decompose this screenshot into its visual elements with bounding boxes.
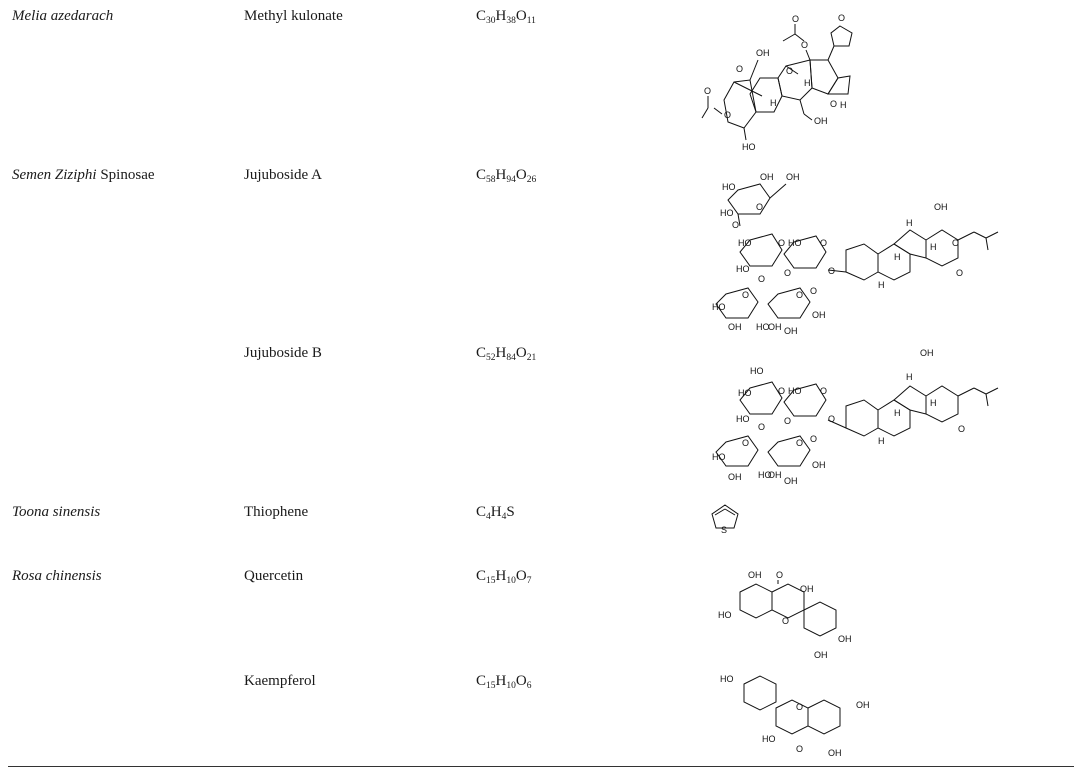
svg-text:OH: OH: [768, 322, 782, 332]
svg-text:HO: HO: [738, 238, 752, 248]
svg-text:OH: OH: [838, 634, 852, 644]
svg-text:H: H: [930, 242, 937, 252]
svg-text:O: O: [758, 274, 766, 284]
formula-element: O: [515, 8, 527, 24]
formula-element: S: [506, 504, 515, 520]
svg-text:O: O: [796, 744, 804, 754]
svg-text:HO: HO: [738, 388, 752, 398]
svg-text:H: H: [878, 436, 885, 446]
svg-text:OH: OH: [728, 472, 742, 482]
formula-subscript: 38: [506, 16, 516, 26]
formula-element: C: [476, 167, 487, 183]
svg-text:OH: OH: [756, 48, 770, 58]
svg-text:O: O: [782, 616, 790, 626]
source-cell: [12, 7, 113, 25]
svg-text:O: O: [724, 110, 732, 120]
formula-element: H: [495, 345, 507, 361]
svg-text:HO: HO: [788, 386, 802, 396]
svg-text:HO: HO: [736, 414, 750, 424]
svg-text:O: O: [810, 286, 818, 296]
svg-text:O: O: [830, 99, 838, 109]
formula-subscript: 84: [506, 353, 516, 363]
kaempferol-structure: [716, 670, 886, 765]
formula-element: C: [476, 345, 487, 361]
molecular-formula: [476, 166, 536, 184]
formula-element: H: [495, 8, 507, 24]
svg-text:HO: HO: [712, 302, 726, 312]
formula-subscript: 10: [506, 681, 516, 691]
svg-text:H: H: [894, 408, 901, 418]
molecular-formula: [476, 503, 515, 521]
plant-name: Toona sinensis: [12, 504, 101, 520]
svg-text:O: O: [810, 434, 818, 444]
furan-oxygen: O: [838, 13, 846, 23]
table-bottom-rule: [8, 766, 1074, 767]
formula-element: H: [495, 673, 507, 689]
plant-name-suffix: Spinosae: [96, 167, 155, 183]
formula-element: H: [490, 504, 502, 520]
formula-subscript: 58: [486, 175, 496, 185]
svg-text:O: O: [732, 220, 740, 230]
formula-subscript: 94: [506, 175, 516, 185]
formula-element: H: [495, 568, 507, 584]
svg-text:H: H: [804, 78, 811, 88]
formula-subscript: 30: [486, 16, 496, 26]
svg-text:H: H: [770, 98, 777, 108]
svg-text:OH: OH: [784, 326, 798, 335]
jujuboside-a-structure: [712, 170, 1002, 335]
svg-text:OH: OH: [812, 460, 826, 470]
formula-subscript: 6: [526, 681, 532, 691]
formula-element: H: [495, 167, 507, 183]
svg-text:H: H: [906, 218, 913, 228]
source-cell: [12, 567, 102, 585]
svg-text:O: O: [758, 422, 766, 432]
svg-text:O: O: [736, 64, 744, 74]
svg-text:O: O: [796, 438, 804, 448]
compound-name: Methyl kulonate: [244, 8, 343, 24]
svg-text:O: O: [820, 386, 828, 396]
svg-text:OH: OH: [856, 700, 870, 710]
formula-element: O: [515, 673, 527, 689]
source-cell: [12, 503, 100, 521]
formula-subscript: 15: [486, 576, 496, 586]
compound-name: Kaempferol: [244, 673, 316, 689]
svg-text:O: O: [778, 386, 786, 396]
svg-text:O: O: [786, 66, 794, 76]
svg-text:H: H: [906, 372, 913, 382]
svg-text:O: O: [952, 238, 960, 248]
svg-text:HO: HO: [750, 366, 764, 376]
formula-element: C: [476, 673, 487, 689]
svg-text:OH: OH: [784, 476, 798, 486]
svg-text:O: O: [958, 424, 966, 434]
svg-text:O: O: [784, 416, 792, 426]
formula-element: C: [476, 568, 487, 584]
svg-text:O: O: [742, 290, 750, 300]
svg-text:S: S: [721, 525, 728, 535]
quercetin-structure: [716, 566, 866, 661]
compound-name: Quercetin: [244, 568, 304, 584]
svg-text:H: H: [878, 280, 885, 290]
svg-text:O: O: [828, 266, 836, 276]
formula-subscript: 4: [486, 512, 491, 522]
svg-text:OH: OH: [760, 172, 774, 182]
svg-text:OH: OH: [814, 650, 828, 660]
formula-subscript: 4: [501, 512, 507, 522]
molecular-formula: [476, 7, 536, 25]
svg-text:HO: HO: [788, 238, 802, 248]
plant-name: Melia azedarach: [12, 8, 114, 24]
formula-element: O: [515, 568, 527, 584]
formula-element: O: [515, 167, 527, 183]
svg-text:HO: HO: [720, 674, 734, 684]
svg-text:HO: HO: [712, 452, 726, 462]
svg-text:O: O: [704, 86, 712, 96]
compound-name: Jujuboside B: [244, 345, 322, 361]
svg-text:HO: HO: [722, 182, 736, 192]
svg-text:OH: OH: [748, 570, 762, 580]
formula-element: O: [515, 345, 527, 361]
svg-text:O: O: [796, 290, 804, 300]
formula-subscript: 11: [526, 16, 536, 26]
svg-text:OH: OH: [920, 348, 934, 358]
formula-subscript: 52: [486, 353, 496, 363]
compound-name: Thiophene: [244, 504, 309, 520]
svg-text:OH: OH: [728, 322, 742, 332]
jujuboside-b-structure: [712, 348, 1002, 488]
svg-text:OH: OH: [934, 202, 948, 212]
svg-text:O: O: [778, 238, 786, 248]
formula-subscript: 7: [526, 576, 532, 586]
plant-name: Rosa chinensis: [12, 568, 102, 584]
svg-text:H: H: [930, 398, 937, 408]
thiophene-structure: [708, 502, 742, 536]
svg-text:OH: OH: [812, 310, 826, 320]
svg-text:HO: HO: [758, 470, 772, 480]
svg-text:H: H: [840, 100, 847, 110]
svg-text:O: O: [956, 268, 964, 278]
molecular-formula: [476, 567, 531, 585]
svg-text:O: O: [828, 414, 836, 424]
svg-text:OH: OH: [786, 172, 800, 182]
svg-text:O: O: [756, 202, 764, 212]
svg-text:OH: OH: [800, 584, 814, 594]
svg-text:O: O: [776, 570, 784, 580]
formula-subscript: 10: [506, 576, 516, 586]
svg-text:HO: HO: [756, 322, 770, 332]
svg-text:HO: HO: [736, 264, 750, 274]
compound-name: Jujuboside A: [244, 167, 322, 183]
molecular-formula: [476, 344, 536, 362]
svg-text:O: O: [742, 438, 750, 448]
svg-text:HO: HO: [762, 734, 776, 744]
plant-name: Semen Ziziphi: [12, 167, 97, 183]
svg-text:HO: HO: [742, 142, 756, 152]
svg-text:O: O: [820, 238, 828, 248]
formula-subscript: 15: [486, 681, 496, 691]
formula-element: C: [476, 504, 487, 520]
svg-text:HO: HO: [720, 208, 734, 218]
svg-text:HO: HO: [718, 610, 732, 620]
formula-subscript: 21: [526, 353, 537, 363]
molecular-formula: [476, 672, 531, 690]
svg-text:O: O: [792, 14, 800, 24]
methyl-kulonate-structure: [700, 8, 860, 153]
source-cell: [12, 166, 155, 184]
svg-text:H: H: [894, 252, 901, 262]
svg-text:O: O: [784, 268, 792, 278]
svg-text:O: O: [796, 702, 804, 712]
formula-element: C: [476, 8, 487, 24]
formula-subscript: 26: [526, 175, 537, 185]
svg-text:OH: OH: [768, 470, 782, 480]
svg-text:OH: OH: [814, 116, 828, 126]
svg-text:OH: OH: [828, 748, 842, 758]
svg-text:O: O: [801, 40, 809, 50]
